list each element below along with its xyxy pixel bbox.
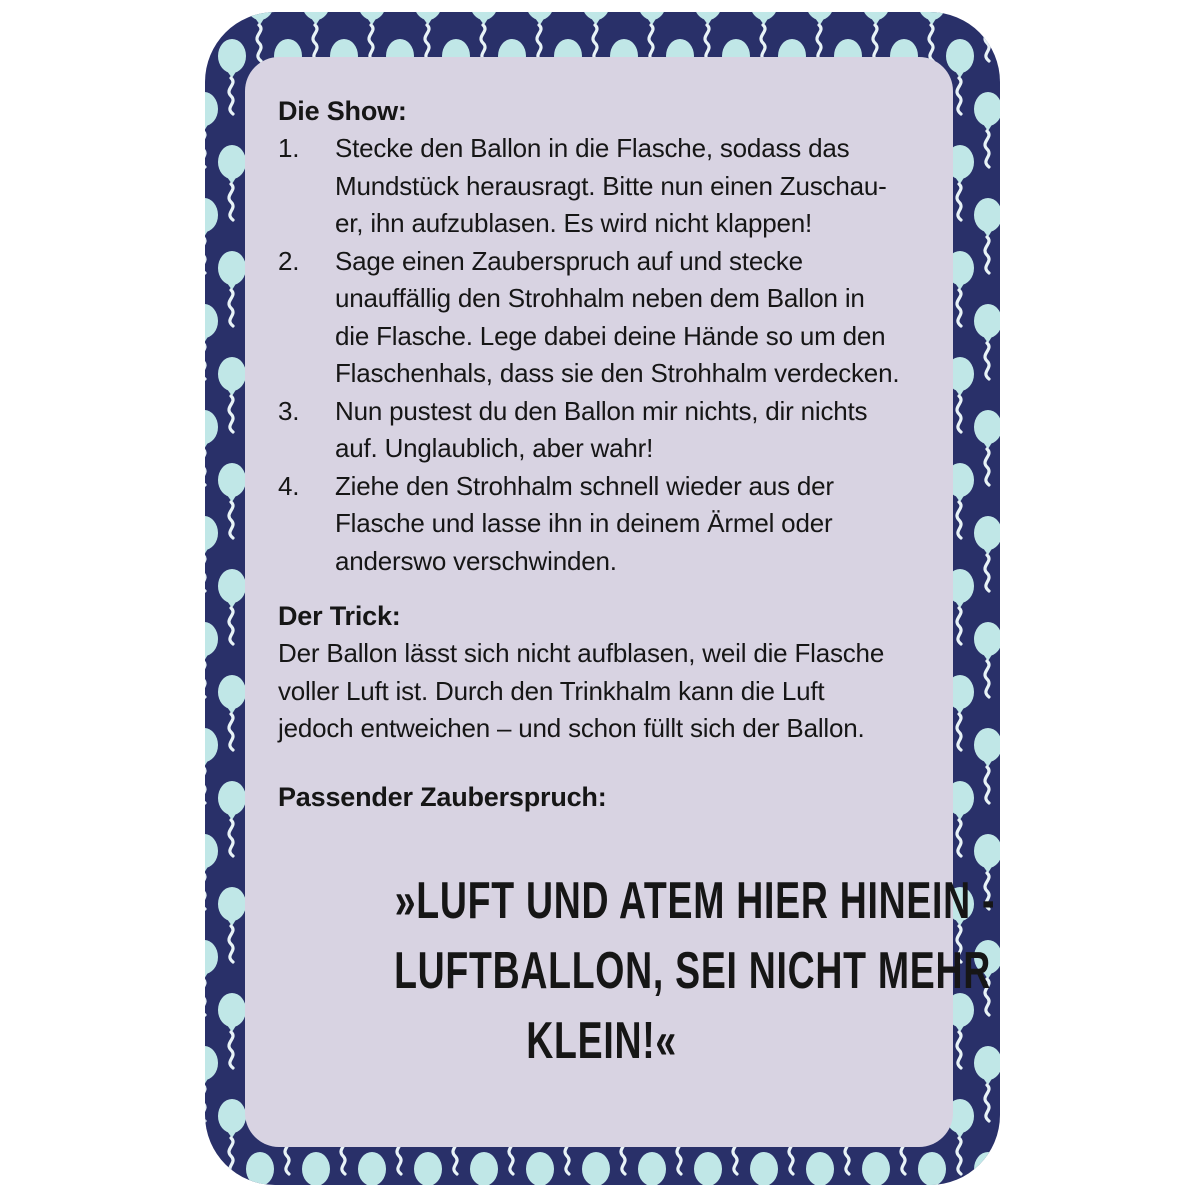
- step-line: Flaschenhals, dass sie den Strohhalm verdecken.: [335, 358, 900, 388]
- step-line: die Flasche. Lege dabei deine Hände so um den: [335, 320, 886, 351]
- step-number: 2.: [278, 245, 300, 276]
- spell-heading: Passender Zauberspruch:: [278, 781, 607, 812]
- magic-spell-text: [278, 866, 996, 1076]
- card-inner-panel: [245, 57, 996, 1147]
- show-step: [278, 130, 925, 243]
- step-line: Mundstück herausragt. Bitte nun einen Zuschau-: [335, 170, 887, 201]
- step-text: [335, 243, 925, 393]
- spell-line: KLEIN!«: [526, 1011, 677, 1070]
- spell-line: LUFTBALLON, SEI NICHT MEHR: [394, 941, 991, 1000]
- spell-line: »LUFT UND ATEM HIER HINEIN -: [394, 871, 996, 930]
- step-text: [335, 393, 925, 468]
- trick-line: voller Luft ist. Durch den Trinkhalm kann die Luft: [278, 675, 825, 706]
- step-number: 4.: [278, 470, 300, 501]
- card-content: [278, 93, 996, 1076]
- step-line: unauffällig den Strohhalm neben dem Ballon in: [335, 283, 865, 313]
- show-step: [278, 468, 925, 581]
- trick-card: [205, 12, 1000, 1185]
- step-line: Nun pustest du den Ballon mir nichts, dir nichts: [335, 395, 868, 426]
- show-step: [278, 393, 925, 468]
- step-text: [335, 468, 925, 581]
- step-line: Stecke den Ballon in die Flasche, sodass das: [335, 133, 850, 163]
- trick-text: [278, 635, 925, 748]
- show-heading: Die Show:: [278, 96, 407, 126]
- step-line: er, ihn aufzublasen. Es wird nicht klappen!: [335, 208, 813, 238]
- show-steps: [278, 130, 925, 580]
- trick-line: jedoch entweichen – und schon füllt sich der Ballon.: [278, 713, 865, 743]
- step-line: anderswo verschwinden.: [335, 545, 617, 576]
- step-line: Flasche und lasse ihn in deinem Ärmel oder: [335, 508, 833, 538]
- step-number: 1.: [278, 133, 300, 163]
- trick-heading: Der Trick:: [278, 601, 401, 631]
- trick-section: [278, 598, 925, 748]
- trick-line: Der Ballon lässt sich nicht aufblasen, weil die Flasche: [278, 638, 885, 668]
- show-step: [278, 243, 925, 393]
- step-line: Ziehe den Strohhalm schnell wieder aus der: [335, 470, 834, 501]
- step-text: [335, 130, 925, 243]
- step-line: Sage einen Zauberspruch auf und stecke: [335, 245, 803, 276]
- step-line: auf. Unglaublich, aber wahr!: [335, 433, 654, 463]
- step-number: 3.: [278, 395, 300, 426]
